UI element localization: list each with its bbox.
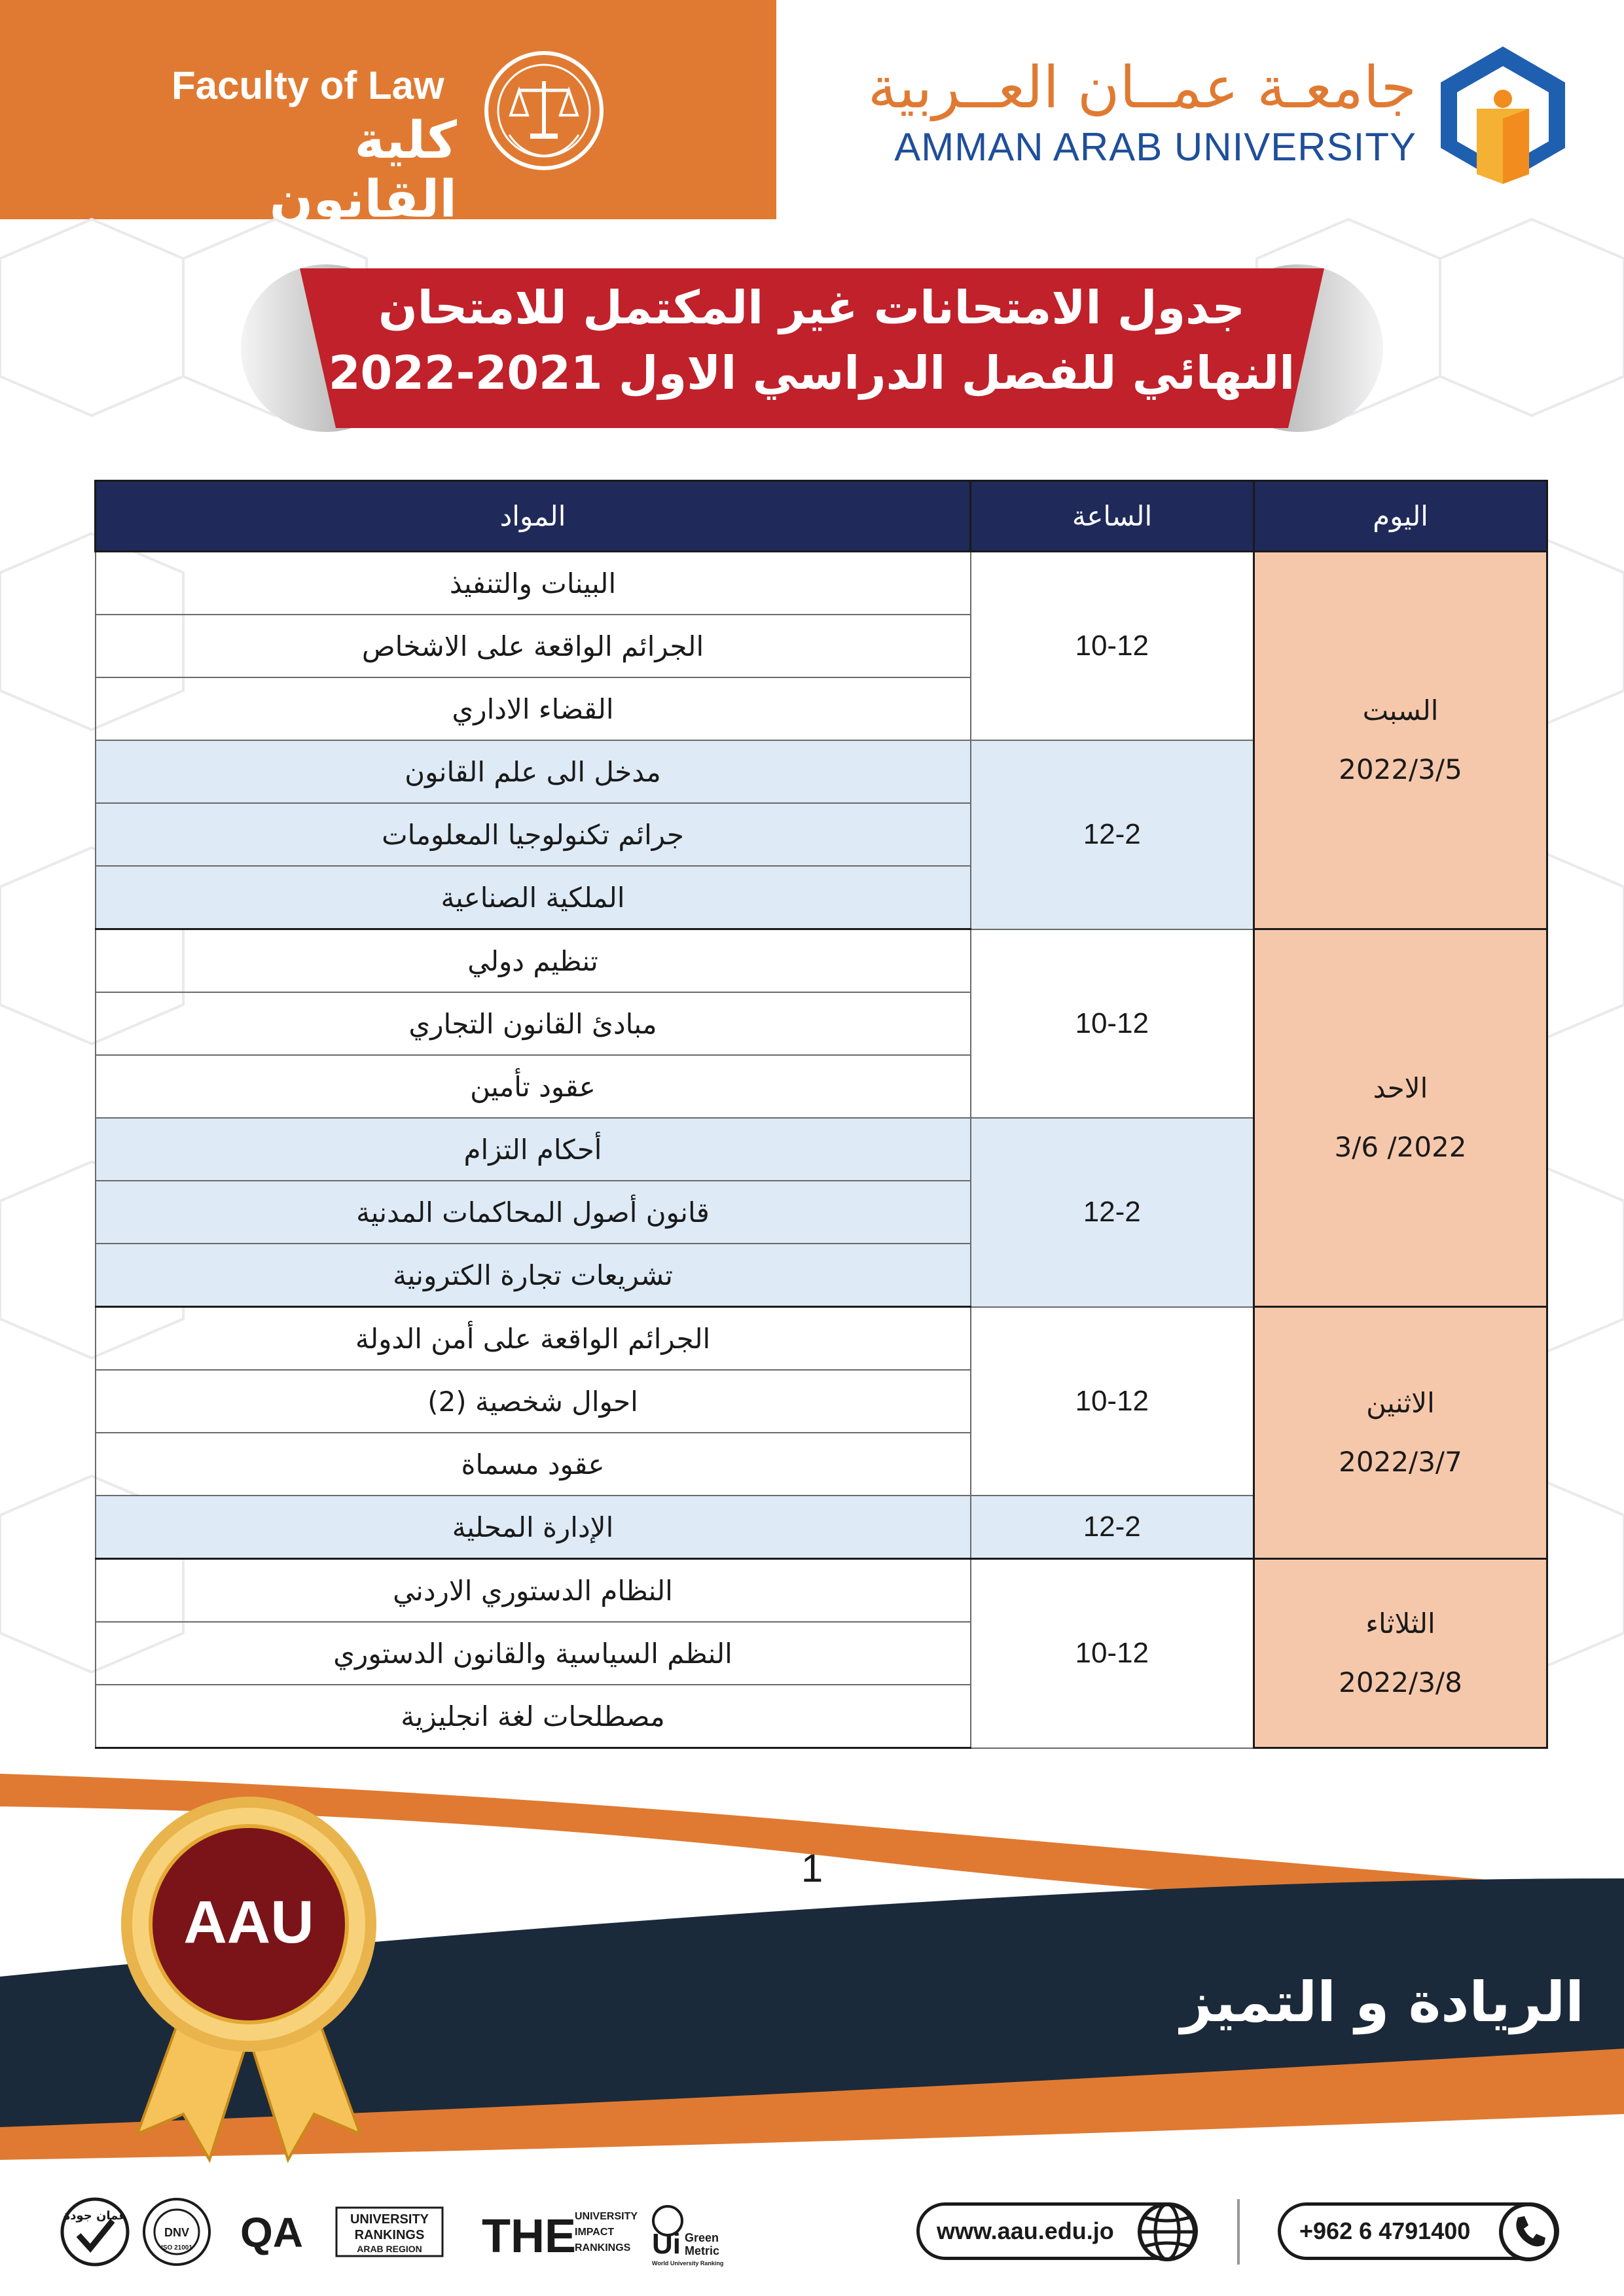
subject-cell: الإدارة المحلية	[96, 1496, 971, 1559]
qs-rankings-logo-icon	[334, 2196, 445, 2268]
day-cell-sunday	[1254, 929, 1547, 1307]
subject-cell: تشريعات تجارة الكترونية	[96, 1244, 971, 1307]
subject-cell: أحكام التزام	[96, 1118, 971, 1181]
day-name: السبت	[1362, 694, 1439, 726]
day-name: الاحد	[1373, 1072, 1428, 1104]
subject-cell: الملكية الصناعية	[96, 866, 971, 929]
subject-cell: تنظيم دولي	[96, 929, 971, 993]
slogan: الريادة و التميز	[1180, 1970, 1584, 2034]
badge-label: AAU	[183, 1889, 314, 1956]
the-impact-rankings-logo-icon	[478, 2196, 638, 2268]
day-cell-monday	[1254, 1307, 1547, 1559]
subject-cell: عقود مسماة	[96, 1433, 971, 1496]
university-name-en: AMMAN ARAB UNIVERSITY	[894, 125, 1416, 169]
day-date: 2022/ 3/6	[1334, 1131, 1467, 1163]
scales-of-justice-icon	[483, 50, 605, 171]
day-cell-tuesday	[1254, 1559, 1547, 1748]
subject-cell: عقود تأمين	[96, 1055, 971, 1118]
globe-icon	[1134, 2199, 1200, 2265]
the-line-3: RANKINGS	[575, 2242, 631, 2253]
website-link[interactable]	[916, 2202, 1198, 2260]
subject-cell: القضاء الاداري	[96, 677, 971, 740]
qs-line-3: ARAB REGION	[357, 2244, 422, 2254]
table-row	[96, 1559, 1547, 1623]
title-line-2: النهائي للفصل الدراسي الاول 2021-2022	[328, 346, 1295, 400]
phone-icon	[1496, 2199, 1561, 2265]
qa-logo-icon	[229, 2196, 314, 2268]
day-name: الثلاثاء	[1365, 1607, 1435, 1640]
time-cell: 12-2	[971, 740, 1254, 929]
subject-cell: احوال شخصية (2)	[96, 1370, 971, 1433]
subject-cell: مصطلحات لغة انجليزية	[96, 1685, 971, 1748]
ui-line-1: Green	[685, 2231, 719, 2244]
day-date: 2022/3/7	[1339, 1446, 1462, 1478]
day-date: 2022/3/8	[1339, 1666, 1462, 1698]
day-cell-saturday	[1254, 552, 1547, 929]
time-cell: 12-2	[971, 1496, 1254, 1559]
time-cell: 10-12	[971, 1559, 1254, 1748]
subject-cell: النظم السياسية والقانون الدستوري	[96, 1622, 971, 1685]
time-cell: 10-12	[971, 1307, 1254, 1496]
qa-label: QA	[240, 2209, 303, 2256]
table-row	[96, 1307, 1547, 1371]
subject-cell: جرائم تكنولوجيا المعلومات	[96, 803, 971, 866]
faculty-name-en: Faculty of Law	[171, 63, 444, 107]
title-line-1: جدول الامتحانات غير المكتمل للامتحان	[378, 281, 1245, 334]
day-name: الاثنين	[1366, 1387, 1435, 1419]
contact-divider	[1237, 2199, 1240, 2265]
the-mark: THE	[482, 2210, 576, 2263]
page-number: 1	[801, 1846, 823, 1890]
university-name-ar: جامعـة عمــان العــربية	[867, 54, 1416, 121]
faculty-name-ar: كلية القانون	[269, 111, 457, 229]
subject-cell: قانون أصول المحاكمات المدنية	[96, 1181, 971, 1244]
page-title	[308, 275, 1316, 406]
subject-cell: الجرائم الواقعة على الاشخاص	[96, 615, 971, 677]
table-row	[96, 552, 1547, 615]
dnv-label: DNV	[164, 2226, 190, 2239]
header-day: اليوم	[1254, 481, 1547, 552]
subject-cell: الجرائم الواقعة على أمن الدولة	[96, 1307, 971, 1371]
phone-link[interactable]	[1278, 2202, 1559, 2260]
qs-line-1: UNIVERSITY	[350, 2212, 429, 2227]
phone-text: +962 6 4791400	[1299, 2217, 1471, 2244]
time-cell: 10-12	[971, 929, 1254, 1119]
the-line-1: UNIVERSITY	[575, 2211, 638, 2222]
jawda-logo-icon	[59, 2196, 131, 2268]
time-cell: 12-2	[971, 1118, 1254, 1307]
exam-schedule-table	[94, 480, 1548, 1749]
ui-greenmetric-logo-icon	[648, 2196, 733, 2268]
jawda-label: عمان جودة	[63, 2209, 127, 2223]
table-row	[96, 929, 1547, 993]
aau-award-badge	[111, 1793, 386, 2160]
qs-line-2: RANKINGS	[354, 2228, 425, 2242]
header-subjects: المواد	[96, 481, 971, 552]
subject-cell: البينات والتنفيذ	[96, 552, 971, 615]
university-logo-icon	[1437, 43, 1568, 187]
dnv-iso: ISO 21001	[161, 2244, 192, 2251]
time-cell: 10-12	[971, 552, 1254, 741]
subject-cell: مبادئ القانون التجاري	[96, 992, 971, 1055]
day-date: 2022/3/5	[1339, 753, 1462, 785]
ui-line-3: World University Ranking	[652, 2260, 724, 2267]
table-header-row	[96, 481, 1547, 552]
dnv-certification-icon	[141, 2196, 213, 2268]
subject-cell: مدخل الى علم القانون	[96, 740, 971, 803]
subject-cell: النظام الدستوري الاردني	[96, 1559, 971, 1623]
header-time: الساعة	[971, 481, 1254, 552]
website-text: www.aau.edu.jo	[937, 2217, 1114, 2244]
ui-line-2: Metric	[685, 2244, 720, 2257]
the-line-2: IMPACT	[575, 2227, 615, 2238]
svg-text:Ui: Ui	[652, 2228, 681, 2260]
